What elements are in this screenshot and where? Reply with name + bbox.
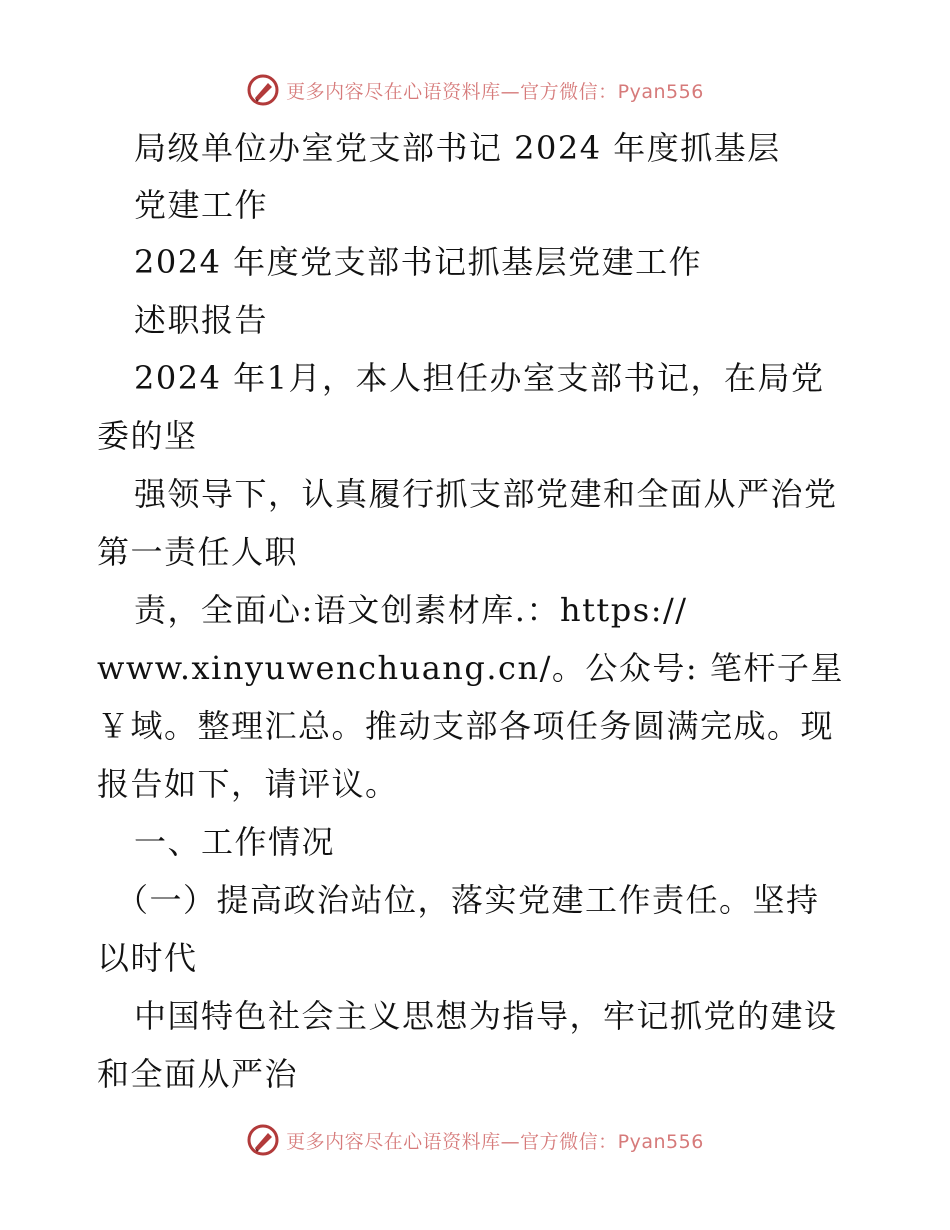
paragraph-line: 第一责任人职: [97, 533, 299, 571]
paragraph-line: 以时代: [97, 939, 198, 977]
paragraph-line: www.xinyuwenchuang.cn/。公众号: 笔杆子星: [97, 649, 844, 687]
doc-title-line-1: 局级单位办室党支部书记 2024 年度抓基层: [134, 129, 781, 167]
paragraph-line: 和全面从严治: [97, 1055, 299, 1093]
paragraph-line: ￥域。整理汇总。推动支部各项任务圆满完成。现: [97, 707, 835, 745]
paragraph-line: 2024 年1月，本人担任办室支部书记，在局党: [134, 359, 825, 397]
section-heading: 一、工作情况: [134, 823, 336, 861]
paragraph-line: 中国特色社会主义思想为指导，牢记抓党的建设: [134, 997, 838, 1035]
pen-logo-icon: [246, 73, 280, 107]
header-watermark-banner: [0, 70, 950, 110]
header-watermark-text: 更多内容尽在心语资料库—官方微信：Pyan556: [286, 80, 704, 103]
doc-subtitle-line-1: 2024 年度党支部书记抓基层党建工作: [134, 243, 703, 281]
paragraph-line: 强领导下，认真履行抓支部党建和全面从严治党: [134, 475, 838, 513]
pen-logo-icon: [246, 1123, 280, 1157]
subsection-heading-line: （一）提高政治站位，落实党建工作责任。坚持: [116, 881, 820, 919]
doc-subtitle-line-2: 述职报告: [134, 301, 269, 339]
paragraph-line: 责，全面心:语文创素材库.：https://: [134, 591, 688, 629]
paragraph-line: 委的坚: [97, 417, 198, 455]
footer-watermark-banner: [0, 1120, 950, 1160]
doc-title-line-2: 党建工作: [134, 186, 269, 224]
paragraph-line: 报告如下，请评议。: [97, 765, 399, 803]
footer-watermark-text: 更多内容尽在心语资料库—官方微信：Pyan556: [286, 1130, 704, 1153]
